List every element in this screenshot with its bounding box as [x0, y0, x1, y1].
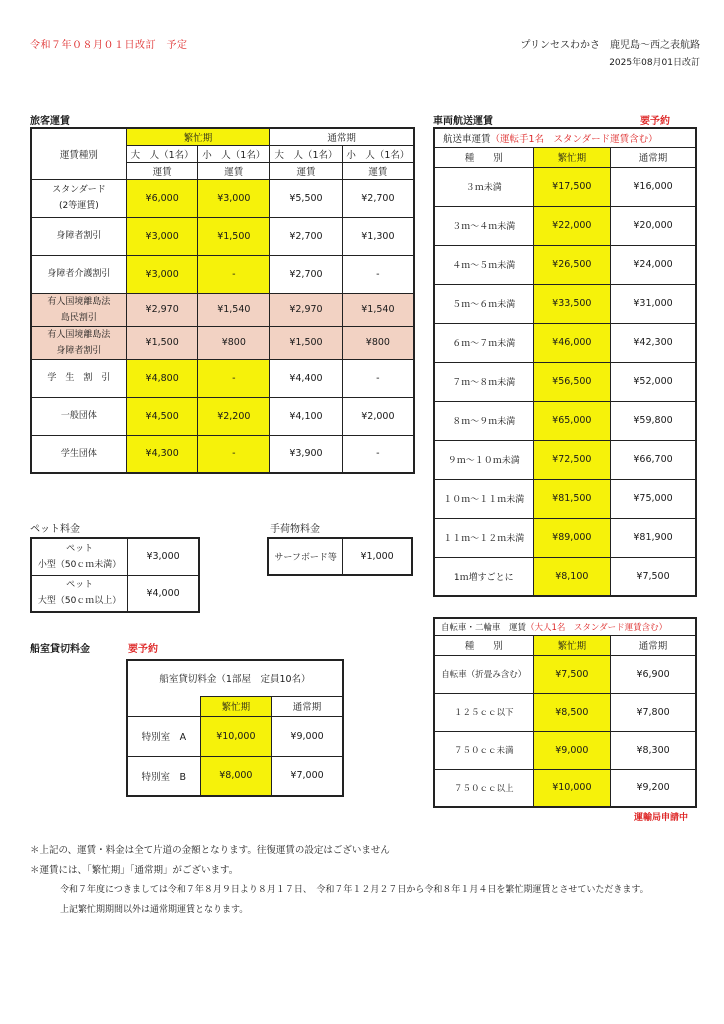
vehicle-reserve-note: 要予約	[640, 116, 670, 127]
passenger-fare-cell: -	[342, 359, 414, 397]
baggage-item: サーフボード等	[268, 538, 343, 575]
passenger-fare-cell: ¥1,540	[342, 293, 414, 326]
vehicle-busy-cell: ¥17,500	[533, 167, 611, 206]
vehicle-name-cell: １１ｍ～１２ｍ未満	[434, 518, 533, 557]
cabin-caption: 船室貸切料金（1部屋 定員10名）	[127, 660, 343, 696]
bike-header-normal: 通常期	[611, 635, 696, 655]
vehicle-busy-cell: ¥65,000	[533, 401, 611, 440]
revision-note: 令和７年０８月０１日改訂 予定	[30, 40, 188, 51]
pet-fee-table	[30, 537, 200, 613]
vehicle-normal-cell: ¥20,000	[611, 206, 696, 245]
bike-busy-cell: ¥7,500	[533, 655, 611, 693]
passenger-fare-cell: ¥3,000	[126, 217, 198, 255]
vehicle-row	[434, 479, 696, 518]
vehicle-name-cell: ６ｍ～７ｍ未満	[434, 323, 533, 362]
vehicle-busy-cell: ¥56,500	[533, 362, 611, 401]
header-busy: 繁忙期	[126, 128, 269, 145]
vehicle-row	[434, 518, 696, 557]
passenger-fare-cell: -	[198, 255, 270, 293]
vehicle-caption: 航送車運賃（運転手1名 スタンダード運賃含む）	[434, 128, 696, 147]
header-adult: 大 人（1名）	[270, 145, 343, 162]
vehicle-busy-cell: ¥33,500	[533, 284, 611, 323]
cabin-room-a-normal: ¥9,000	[272, 716, 343, 756]
vehicle-busy-cell: ¥8,100	[533, 557, 611, 596]
vehicle-normal-cell: ¥66,700	[611, 440, 696, 479]
cabin-room-b: 特別室 B	[127, 756, 200, 796]
bike-col-type: 種 別	[434, 635, 533, 655]
passenger-row-label: スタンダード (2等運賃)	[31, 179, 126, 217]
bike-name-cell: １２５ｃｃ以下	[434, 693, 533, 731]
vehicle-normal-cell: ¥75,000	[611, 479, 696, 518]
vehicle-row	[434, 284, 696, 323]
vehicle-name-cell: ３ｍ未満	[434, 167, 533, 206]
col-fare-type: 運賃種別	[31, 128, 126, 179]
bike-name-cell: 自転車（折畳み含む）	[434, 655, 533, 693]
passenger-row	[31, 179, 414, 217]
header-fare: 運賃	[270, 162, 343, 179]
vehicle-col-type: 種 別	[434, 147, 533, 167]
cabin-blank	[127, 696, 200, 716]
bike-row	[434, 731, 696, 769]
vehicle-normal-cell: ¥16,000	[611, 167, 696, 206]
pet-title: ペット料金	[30, 524, 80, 535]
bike-busy-cell: ¥8,500	[533, 693, 611, 731]
passenger-row	[31, 293, 414, 326]
pet-large-label: ペット 大型（50ｃｍ以上）	[31, 575, 128, 612]
vehicle-row	[434, 323, 696, 362]
passenger-row-label: 身障者割引	[31, 217, 126, 255]
cabin-room-a: 特別室 A	[127, 716, 200, 756]
cabin-room-b-normal: ¥7,000	[272, 756, 343, 796]
passenger-fare-cell: ¥4,500	[126, 397, 198, 435]
passenger-row	[31, 217, 414, 255]
pet-small-price: ¥3,000	[128, 538, 199, 575]
baggage-title: 手荷物料金	[270, 524, 320, 535]
passenger-row	[31, 397, 414, 435]
bike-busy-cell: ¥9,000	[533, 731, 611, 769]
cabin-charter-table	[126, 659, 344, 797]
vehicle-name-cell: １０ｍ～１１ｍ未満	[434, 479, 533, 518]
passenger-fare-cell: -	[342, 255, 414, 293]
vehicle-normal-cell: ¥24,000	[611, 245, 696, 284]
cabin-room-b-busy: ¥8,000	[200, 756, 271, 796]
bike-normal-cell: ¥7,800	[611, 693, 696, 731]
vehicle-row	[434, 440, 696, 479]
bike-busy-cell: ¥10,000	[533, 769, 611, 807]
passenger-fare-cell: ¥2,970	[270, 293, 343, 326]
passenger-fare-cell: ¥800	[198, 326, 270, 359]
passenger-row	[31, 255, 414, 293]
passenger-row-label: 身障者介護割引	[31, 255, 126, 293]
passenger-fare-cell: ¥1,500	[198, 217, 270, 255]
passenger-fare-cell: ¥5,500	[270, 179, 343, 217]
vehicle-name-cell: ３ｍ～４ｍ未満	[434, 206, 533, 245]
header-child: 小 人（1名）	[342, 145, 414, 162]
footnote-normal-rule: 上記繁忙期期間以外は通常期運賃となります。	[60, 905, 249, 915]
bike-row	[434, 769, 696, 807]
passenger-row-label: 一般団体	[31, 397, 126, 435]
passenger-fare-cell: ¥2,700	[270, 217, 343, 255]
bike-row	[434, 693, 696, 731]
bike-normal-cell: ¥9,200	[611, 769, 696, 807]
vehicle-name-cell: ７ｍ～８ｍ未満	[434, 362, 533, 401]
vehicle-row	[434, 401, 696, 440]
vehicle-row	[434, 362, 696, 401]
footnote-busy-dates: 令和７年度につきましては令和７年８月９日より８月１７日、 令和７年１２月２７日から令和８年１月４日を繁忙期運賃とさせていただきます。	[60, 885, 649, 895]
vehicle-name-cell: ４ｍ～５ｍ未満	[434, 245, 533, 284]
baggage-price: ¥1,000	[343, 538, 412, 575]
header-fare: 運賃	[126, 162, 198, 179]
vehicle-normal-cell: ¥81,900	[611, 518, 696, 557]
passenger-fare-cell: ¥3,000	[126, 255, 198, 293]
vehicle-name-cell: ８ｍ～９ｍ未満	[434, 401, 533, 440]
header-adult: 大 人（1名）	[126, 145, 198, 162]
footnote-periods: ＊運賃には、「繁忙期」「通常期」がございます。	[30, 865, 239, 876]
passenger-fare-cell: ¥1,500	[126, 326, 198, 359]
passenger-fare-cell: ¥3,900	[270, 435, 343, 473]
passenger-fare-table	[30, 127, 415, 474]
vehicle-row	[434, 245, 696, 284]
passenger-row-label: 学 生 割 引	[31, 359, 126, 397]
cabin-header-normal: 通常期	[272, 696, 343, 716]
header-fare: 運賃	[342, 162, 414, 179]
header-child: 小 人（1名）	[198, 145, 270, 162]
bike-name-cell: ７５０ｃｃ未満	[434, 731, 533, 769]
passenger-fare-cell: ¥1,500	[270, 326, 343, 359]
vehicle-name-cell: ５ｍ～６ｍ未満	[434, 284, 533, 323]
passenger-fare-cell: ¥6,000	[126, 179, 198, 217]
passenger-fare-cell: ¥3,000	[198, 179, 270, 217]
cabin-reserve-note: 要予約	[128, 644, 158, 655]
passenger-fare-cell: ¥1,540	[198, 293, 270, 326]
vehicle-name-cell: 1ｍ増すごとに	[434, 557, 533, 596]
passenger-fare-cell: ¥4,400	[270, 359, 343, 397]
vehicle-busy-cell: ¥72,500	[533, 440, 611, 479]
vehicle-normal-cell: ¥59,800	[611, 401, 696, 440]
header-fare: 運賃	[198, 162, 270, 179]
vehicle-normal-cell: ¥31,000	[611, 284, 696, 323]
passenger-row	[31, 435, 414, 473]
bike-caption: 自転車・二輪車 運賃（大人1名 スタンダード運賃含む）	[434, 618, 696, 635]
passenger-fare-cell: ¥4,100	[270, 397, 343, 435]
vehicle-header-busy: 繁忙期	[533, 147, 611, 167]
vehicle-name-cell: ９ｍ～１０ｍ未満	[434, 440, 533, 479]
vehicle-normal-cell: ¥52,000	[611, 362, 696, 401]
passenger-row	[31, 359, 414, 397]
cabin-room-a-busy: ¥10,000	[200, 716, 271, 756]
vehicle-busy-cell: ¥89,000	[533, 518, 611, 557]
vehicle-normal-cell: ¥42,300	[611, 323, 696, 362]
passenger-fare-cell: -	[198, 435, 270, 473]
cabin-title: 船室貸切料金	[30, 644, 90, 655]
passenger-row-label: 有人国境離島法 島民割引	[31, 293, 126, 326]
vehicle-row	[434, 206, 696, 245]
vehicle-busy-cell: ¥22,000	[533, 206, 611, 245]
passenger-row	[31, 326, 414, 359]
pet-small-label: ペット 小型（50ｃｍ未満）	[31, 538, 128, 575]
passenger-row-label: 有人国境離島法 身障者割引	[31, 326, 126, 359]
bike-application-note: 運輸局申請中	[633, 813, 688, 823]
passenger-fare-cell: ¥2,200	[198, 397, 270, 435]
vehicle-normal-cell: ¥7,500	[611, 557, 696, 596]
vehicle-title: 車両航送運賃	[433, 116, 493, 127]
passenger-fare-cell: ¥2,700	[342, 179, 414, 217]
bike-normal-cell: ¥8,300	[611, 731, 696, 769]
vehicle-busy-cell: ¥26,500	[533, 245, 611, 284]
footnote-one-way: ＊上記の、運賃・料金は全て片道の金額となります。往復運賃の設定はございません	[30, 845, 390, 856]
passenger-title: 旅客運賃	[30, 116, 70, 127]
passenger-row-label: 学生団体	[31, 435, 126, 473]
vehicle-busy-cell: ¥81,500	[533, 479, 611, 518]
passenger-fare-cell: ¥1,300	[342, 217, 414, 255]
passenger-fare-cell: -	[342, 435, 414, 473]
vehicle-busy-cell: ¥46,000	[533, 323, 611, 362]
passenger-fare-cell: ¥2,970	[126, 293, 198, 326]
passenger-fare-cell: ¥2,000	[342, 397, 414, 435]
bike-row	[434, 655, 696, 693]
bike-header-busy: 繁忙期	[533, 635, 611, 655]
ship-route: プリンセスわかさ 鹿児島～西之表航路	[520, 40, 700, 51]
header-normal: 通常期	[270, 128, 414, 145]
passenger-fare-cell: ¥4,300	[126, 435, 198, 473]
bike-fare-table	[433, 617, 697, 808]
bike-name-cell: ７５０ｃｃ以上	[434, 769, 533, 807]
baggage-fee-table	[267, 537, 413, 576]
revision-date: 2025年08月01日改訂	[609, 58, 700, 68]
pet-large-price: ¥4,000	[128, 575, 199, 612]
vehicle-fare-table	[433, 127, 697, 597]
passenger-fare-cell: ¥800	[342, 326, 414, 359]
passenger-fare-cell: ¥2,700	[270, 255, 343, 293]
vehicle-row	[434, 557, 696, 596]
vehicle-header-normal: 通常期	[611, 147, 696, 167]
vehicle-row	[434, 167, 696, 206]
cabin-header-busy: 繁忙期	[200, 696, 271, 716]
passenger-fare-cell: ¥4,800	[126, 359, 198, 397]
passenger-fare-cell: -	[198, 359, 270, 397]
bike-normal-cell: ¥6,900	[611, 655, 696, 693]
